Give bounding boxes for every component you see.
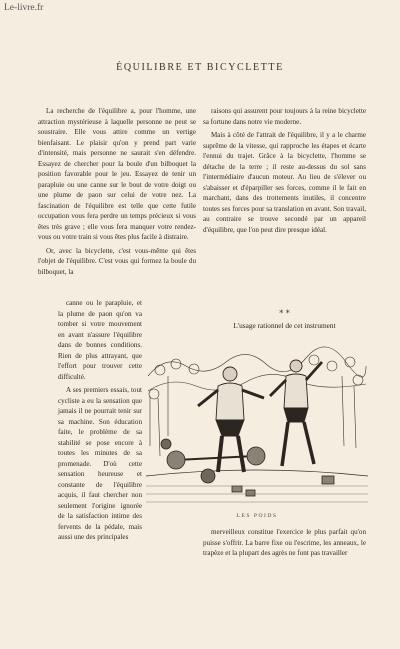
section-separator: * * [279,309,290,318]
barbell [161,439,334,496]
site-watermark: Le-livre.fr [4,3,44,13]
article-title: ÉQUILIBRE ET BICYCLETTE [116,62,284,73]
right-sentence: L'usage rationnel de cet instrument [233,321,336,330]
left-column-narrow [58,298,142,543]
shading-lines [146,486,368,502]
paragraph: La recherche de l'équilibre a, pour l'homme, une attraction mystérieuse à laquelle personne ne peut se soustraire. Elle vous attire comme un vertige bienfaisant. Le plaisir qu'on y prend part varie d'intensité, mais personne ne saurait s'en défendre. Essayez de chercher pour la boule d'un bilboquet la position favorable pour le jeu. Essayez de tenir un parapluie ou une canne sur le bout de votre doigt ou une plume de paon sur celui de votre nez. La fascination de l'équilibre est telle que cette futile occupation vous fera perdre un temps précieux si vous êtes très grave ; elle vous fera manquer votre rendez-vous ou votre train si vous êtes plus facile à distraire. [38,107,196,241]
right-column-bottom [203,527,366,559]
floor-line [146,470,368,476]
paragraph: Or, avec la bicyclette, c'est vous-même qui êtes l'objet de l'équilibre. C'est vous qui formez la boule du bilboquet, la [38,246,196,276]
crowd-background [148,347,366,456]
illustration-caption: LES POIDS [236,513,278,519]
paragraph: A ses premiers essais, tout cycliste a eu la sensation que jamais il ne pourrait tenir sur sa machine. Son éducation faite, le problème de sa stabilité se pose encore à toutes les minutes de sa promenade. D'où cette sensation heureuse et constante de l'équilibre acquis, il faut chercher non seulement l'origine ignorée de la satisfaction intime des fervents de la pédale, mais aussi une des principales [58,386,142,541]
paragraph: raisons qui assurent pour toujours à la reine bicyclette sa fortune dans notre vie moderne. [203,107,366,126]
paragraph: merveilleux constitue l'exercice le plus parfait qu'on puisse s'offrir. La barre fixe ou l'escrime, les anneaux, le trapèze et la plupart des agrès ne font pas travailler [203,528,366,557]
paragraph: canne ou le parapluie, et la plume de paon qu'on va tomber si votre mouvement en avant n'assure l'équilibre dans de bonnes conditions. Rien de plus attrayant, que l'effort pour trouver cette difficulté. [58,299,142,381]
athlete-right [270,360,322,466]
right-column [203,106,366,235]
left-column [38,106,196,277]
paragraph: Mais à côté de l'attrait de l'équilibre, il y a le charme suprême de la vitesse, qui rapproche les étapes et écarte l'ennui du trajet. Grâce à la bicyclette, l'homme se détache de la terre ; il reste au-dessus du sol sans l'intermédiaire d'aucun moteur. Au lieu de s'élever ou s'abaisser et d'éparpiller ses forces, comme il le fait en marchant, dans des trottements inutiles, il concentre toutes ses forces pour sa translation en avant. Son travail, au contraire se trouve secondé par un appareil d'équilibre, que l'on peut dire presque idéal. [203,131,366,234]
weightlifting-illustration [146,336,368,508]
